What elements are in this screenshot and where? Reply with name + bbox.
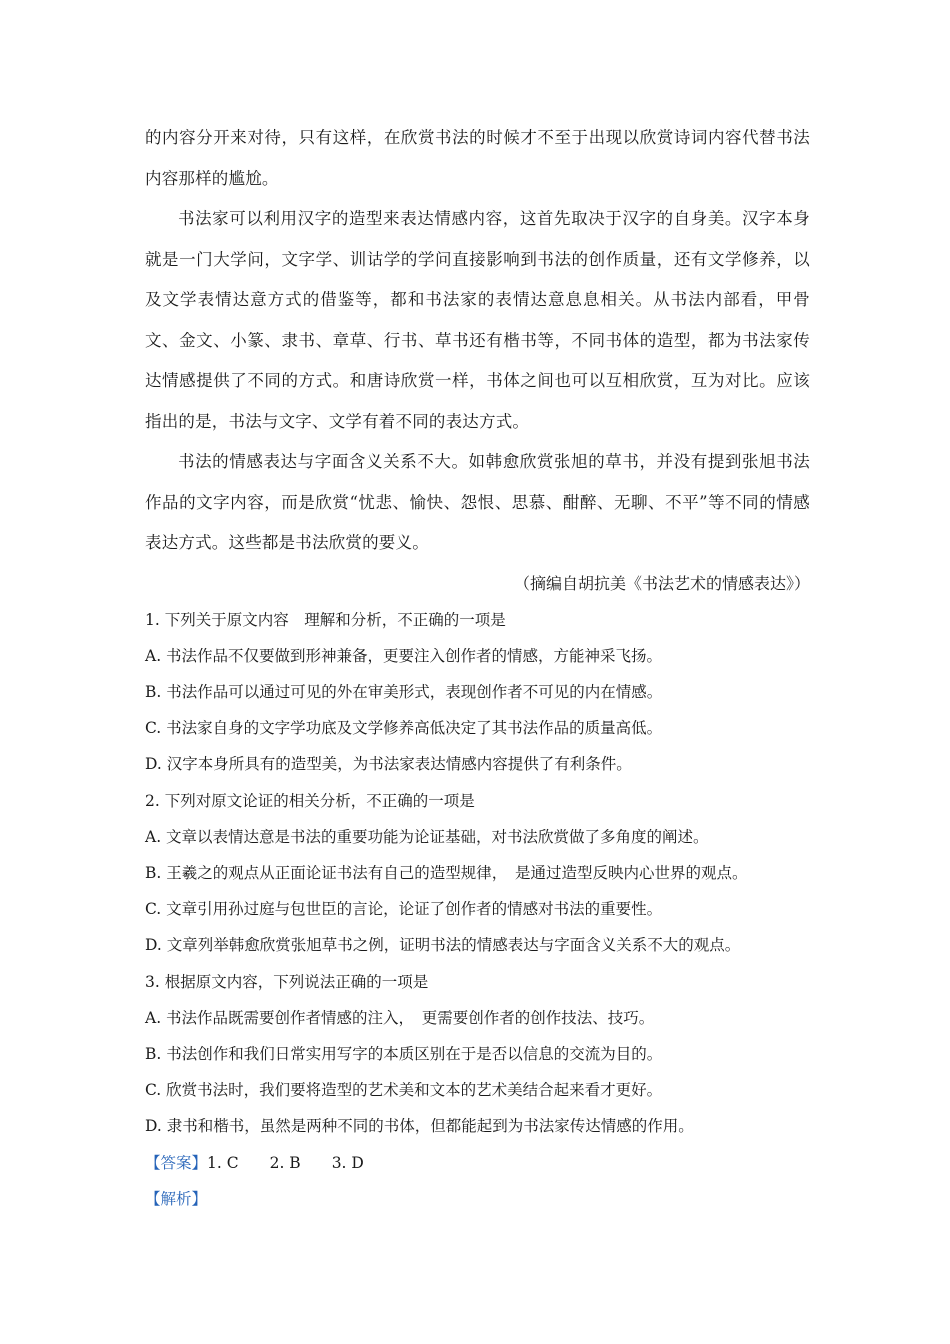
- question-2-option-a: A. 文章以表情达意是书法的重要功能为论证基础，对书法欣赏做了多角度的阐述。: [145, 827, 709, 846]
- question-1-option-b: B. 书法作品可以通过可见的外在审美形式，表现创作者不可见的内在情感。: [145, 682, 663, 701]
- question-1-option-a: A. 书法作品不仅要做到形神兼备，更要注入创作者的情感，方能神采飞扬。: [145, 646, 663, 665]
- passage-paragraph-1: 的内容分开来对待，只有这样，在欣赏书法的时候才不至于出现以欣赏诗词内容代替书法内容那样的尴尬。: [145, 128, 810, 188]
- passage-paragraph-2: 书法家可以利用汉字的造型来表达情感内容，这首先取决于汉字的自身美。汉字本身就是一门大学问，文字学、训诂学的学问直接影响到书法的创作质量，还有文学修养，以及文学表情达意方式的借鉴等，都和书法家的表情达意息息相关。从书法内部看，甲骨文、金文、小篆、隶书、章草、行书、草书还有楷书等，不同书体的造型，都为书法家传达情感提供了不同的方式。和唐诗欣赏一样，书体之间也可以互相欣赏，互为对比。应该指出的是，书法与文字、文学有着不同的表达方式。: [145, 209, 810, 431]
- question-2-option-c: C. 文章引用孙过庭与包世臣的言论，论证了创作者的情感对书法的重要性。: [145, 900, 663, 919]
- question-3: [145, 964, 810, 1145]
- answer-text: 1. C 2. B 3. D: [207, 1153, 364, 1172]
- question-2: [145, 783, 810, 964]
- question-3-option-b: B. 书法创作和我们日常实用写字的本质区别在于是否以信息的交流为目的。: [145, 1044, 663, 1063]
- question-3-stem: 3. 根据原文内容，下列说法正确的一项是: [145, 972, 429, 991]
- question-1-option-d: D. 汉字本身所具有的造型美，为书法家表达情感内容提供了有利条件。: [145, 755, 632, 774]
- analysis-tag: 【解析】: [145, 1189, 208, 1208]
- document-content: [145, 118, 810, 1217]
- passage-paragraph-3: 书法的情感表达与字面含义关系不大。如韩愈欣赏张旭的草书，并没有提到张旭书法作品的文字内容，而是欣赏“忧悲、愉快、怨恨、思慕、酣醉、无聊、不平”等不同的情感表达方式。这些都是书法欣赏的要义。: [145, 452, 810, 552]
- question-2-option-b: B. 王羲之的观点从正面论证书法有自己的造型规律， 是通过造型反映内心世界的观点。: [145, 863, 748, 882]
- question-1: [145, 602, 810, 783]
- question-1-option-c: C. 书法家自身的文字学功底及文学修养高低决定了其书法作品的质量高低。: [145, 719, 663, 738]
- question-3-option-a: A. 书法作品既需要创作者情感的注入， 更需要创作者的创作技法、技巧。: [145, 1008, 655, 1027]
- passage: [145, 118, 810, 564]
- answer-tag: 【答案】: [145, 1153, 208, 1172]
- passage-source: （摘编自胡抗美《书法艺术的情感表达》）: [513, 573, 810, 593]
- question-2-option-d: D. 文章列举韩愈欣赏张旭草书之例，证明书法的情感表达与字面含义关系不大的观点。: [145, 936, 741, 955]
- question-3-option-d: D. 隶书和楷书，虽然是两种不同的书体，但都能起到为书法家传达情感的作用。: [145, 1117, 694, 1136]
- question-2-stem: 2. 下列对原文论证的相关分析，不正确的一项是: [145, 791, 475, 810]
- question-3-option-c: C. 欣赏书法时，我们要将造型的艺术美和文本的艺术美结合起来看才更好。: [145, 1081, 663, 1100]
- analysis-line: [145, 1181, 810, 1217]
- answer-line: [145, 1145, 810, 1181]
- question-1-stem: 1. 下列关于原文内容 理解和分析，不正确的一项是: [145, 610, 506, 629]
